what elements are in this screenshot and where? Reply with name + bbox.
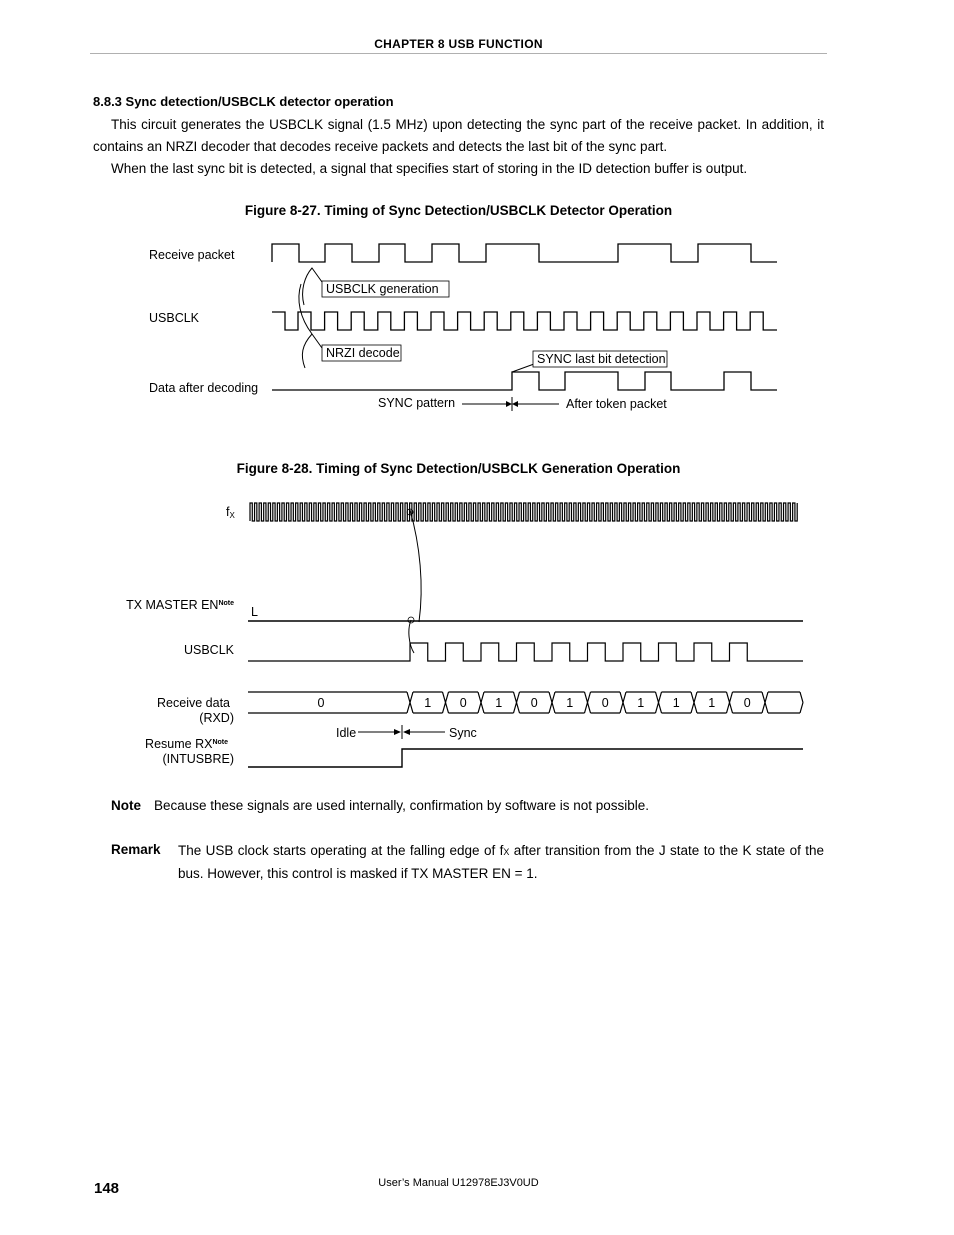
label-resume-rx: Resume $RX^{Note}$ [145,737,228,751]
remark-label: Remark [111,842,161,857]
range-sync-pattern: SYNC pattern [378,396,456,410]
label-usbclk2: USBCLK [183,643,234,657]
label-intusbre: (INTUSBRE) [162,752,234,766]
label-receive-data: Receive data [157,696,230,710]
note-text: Because these signals are used internally, confirmation by software is not possible. [154,798,650,813]
rxd-bit: 0 [530,696,538,710]
rxd-bit: 1 [566,696,574,710]
remark-text: The USB clock starts operating at the falling edge of fX after transition from the J state to the K state of the bus. However, this control is masked if TX MASTER EN = 1. [178,843,824,881]
paragraph-2: When the last sync bit is detected, a signal that specifies start of storing in the ID detection buffer is output. [111,161,748,176]
paragraph-1: This circuit generates the USBCLK signal (1.5 MHz) upon detecting the sync part of the receive packet. In addition, it contains an NRZI decoder that decodes receive packets and detects the last bit of the sync part. [93,117,824,154]
callout-sync-last-bit: SYNC last bit detection [537,352,666,366]
rxd-bit: 1 [708,696,716,710]
footer-manual: User’s Manual U12978EJ3V0UD [378,1177,539,1189]
rxd-bit: 1 [495,696,503,710]
chapter-header: CHAPTER 8 USB FUNCTION [374,37,543,51]
note [111,798,649,813]
usbclk2-waveform [248,643,803,661]
label-tx-level-l: L [251,605,258,619]
rxd-bit: 0 [459,696,467,710]
label-fx: fX [226,505,235,520]
rxd-bit: 1 [637,696,645,710]
rxd-bit: 1 [424,696,432,710]
fx-clock-waveform [250,503,797,521]
page-number: 148 [94,1180,120,1197]
rxd-bit: 0 [743,696,751,710]
label-rxd: (RXD) [199,711,234,725]
rxd-bit: 0 [317,696,325,710]
note-label: Note [111,798,141,813]
rxd-bit: 1 [672,696,680,710]
resume-rx-waveform [248,749,803,767]
label-data-after-decoding: Data after decoding [149,381,259,395]
label-usbclk: USBCLK [149,311,200,325]
label-receive-packet: Receive packet [149,248,235,262]
section-title: 8.8.3 Sync detection/USBCLK detector operation [93,94,394,109]
figure-8-27-title: Figure 8-27. Timing of Sync Detection/USBCLK Detector Operation [244,203,673,218]
range-sync: Sync [449,726,477,740]
figure-8-28-title: Figure 8-28. Timing of Sync Detection/USBCLK Generation Operation [236,461,681,476]
range-idle: Idle [336,726,357,740]
label-tx-master-en: TX MASTER $EN^{Note}$ [126,598,234,612]
range-after-token: After token packet [566,397,667,411]
callout-usbclk-generation: USBCLK generation [326,282,439,296]
rxd-waveform [248,692,803,713]
rxd-bit: 0 [601,696,609,710]
callout-nrzi-decode: NRZI decode [326,346,400,360]
